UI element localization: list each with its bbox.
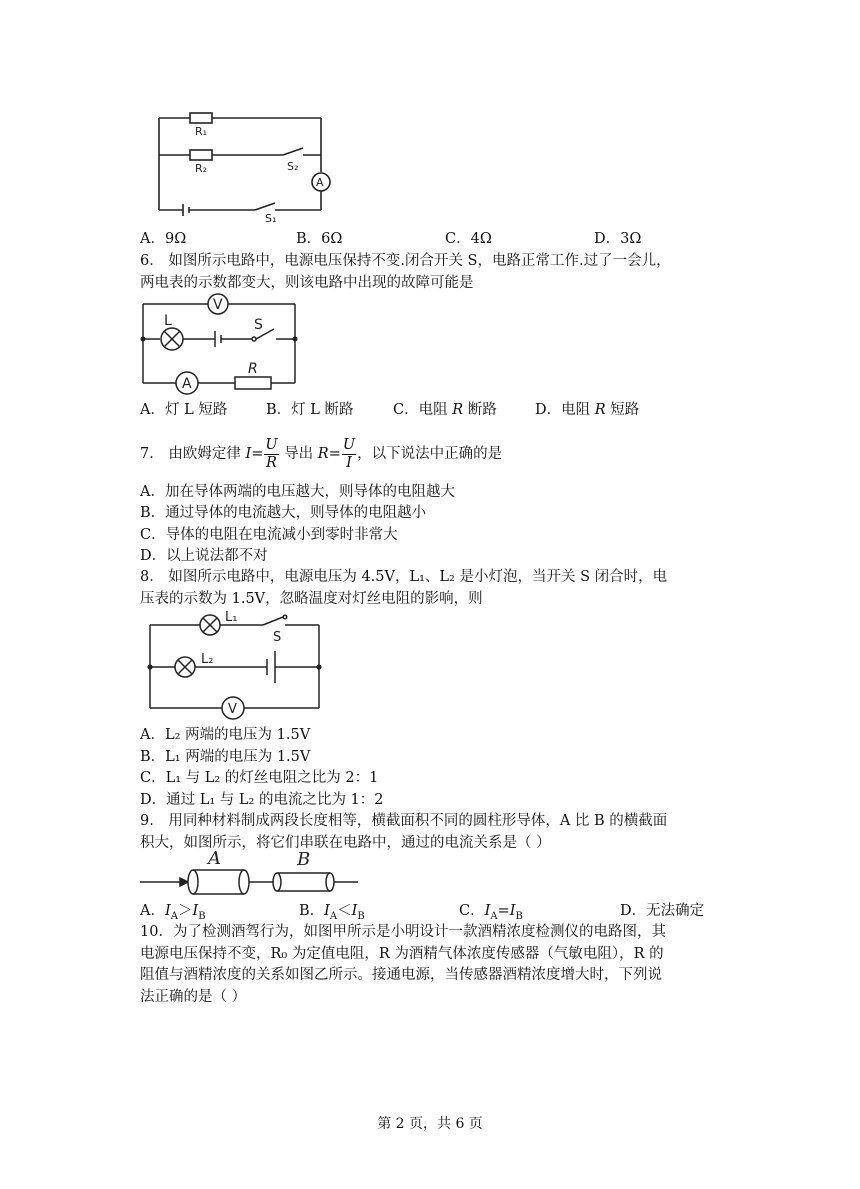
q5-option-b[interactable]: B．6Ω	[296, 231, 343, 247]
q6-option-c-text2: 断路	[463, 402, 497, 418]
q8-label-l1: L₁	[225, 610, 238, 625]
q7-eq1-fraction	[264, 438, 278, 470]
q6-option-c-text: C．电阻	[393, 402, 453, 418]
q5-option-a[interactable]: A．9Ω	[140, 231, 187, 247]
q5-circuit-figure	[155, 110, 330, 225]
q8-option-d[interactable]: D．通过 L₁ 与 L₂ 的电流之比为 1：2	[140, 792, 384, 808]
q7-option-b[interactable]: B．通过导体的电流越大，则导体的电阻越小	[140, 505, 427, 521]
q5-ammeter-symbol: A	[316, 176, 324, 189]
q7-option-c[interactable]: C．导体的电阻在电流减小到零时非常大	[140, 527, 398, 543]
q7-eq1-lhs: I	[245, 446, 252, 462]
q8-label-switch: S	[273, 630, 282, 645]
q6-option-c-var: R	[452, 402, 464, 418]
q8-stem-line2: 压表的示数为 1.5V，忽略温度对灯丝电阻的影响，则	[140, 591, 483, 607]
q8-circuit-figure	[145, 605, 325, 717]
q7-eq1-numerator: U	[265, 437, 278, 453]
q5-option-d[interactable]: D．3Ω	[594, 231, 642, 247]
q7-eq2-lhs: R	[317, 446, 329, 462]
q6-label-lamp: L	[164, 313, 172, 329]
q8-option-a[interactable]: A．L₂ 两端的电压为 1.5V	[140, 727, 311, 743]
q6-stem-line2: 两电表的示数都变大，则该电路中出现的故障可能是	[140, 275, 474, 291]
q6-option-d-text: D．电阻	[535, 402, 595, 418]
q7-eq2-fraction	[342, 438, 356, 470]
q5-option-c[interactable]: C．4Ω	[445, 231, 492, 247]
q6-option-a[interactable]: A．灯 L 短路	[140, 402, 228, 418]
q5-label-s1: S₁	[265, 212, 277, 225]
q6-voltmeter-symbol: V	[213, 297, 223, 313]
q6-option-d[interactable]	[535, 398, 639, 419]
q5-label-r2: R₂	[195, 162, 208, 175]
q9-option-b[interactable]: B．$I_A<I_B$	[299, 903, 365, 922]
q6-ammeter-symbol: A	[182, 376, 192, 392]
q7-option-a[interactable]: A．加在导体两端的电压越大，则导体的电阻越大	[140, 484, 455, 500]
q10-stem-line3: 阻值与酒精浓度的关系如图乙所示。接通电源，当传感器酒精浓度增大时，下列说	[140, 967, 662, 983]
q5-label-s2: S₂	[287, 160, 299, 173]
q6-circuit-figure	[140, 289, 300, 392]
q9-option-a[interactable]: A．$I_A>I_B$	[140, 903, 206, 922]
q6-label-resistor: R	[248, 361, 258, 377]
q5-label-r1: R₁	[195, 125, 208, 138]
q9-stem-line2: 积大，如图所示，将它们串联在电路中，通过的电流关系是（ ）	[140, 835, 551, 851]
q6-option-d-text2: 短路	[605, 402, 640, 418]
q7-suffix: ，以下说法中正确的是	[357, 446, 503, 462]
q10-stem-line1: 10．为了检测酒驾行为，如图甲所示是小明设计一款酒精浓度检测仪的电路图，其	[140, 924, 666, 940]
q9-label-b: B	[297, 849, 311, 870]
q10-stem-line4: 法正确的是（ ）	[140, 989, 247, 1005]
q7-eq2-numerator: U	[342, 437, 356, 453]
q6-option-d-var: R	[594, 402, 606, 418]
page-footer: 第 2 页，共 6 页	[377, 1116, 483, 1132]
q6-label-switch: S	[254, 317, 263, 333]
q6-option-b[interactable]: B．灯 L 断路	[266, 402, 354, 418]
q7-option-d[interactable]: D．以上说法都不对	[140, 548, 268, 564]
q9-stem-line1: 9． 用同种材料制成两段长度相等，横截面积不同的圆柱形导体，A 比 B 的横截面	[140, 813, 668, 829]
q7-eq1-denominator: R	[266, 454, 277, 471]
q7-eq2-denominator: I	[346, 454, 352, 471]
q8-option-c[interactable]: C．L₁ 与 L₂ 的灯丝电阻之比为 2：1	[140, 770, 379, 786]
q9-option-c[interactable]: C．$I_A=I_B$	[459, 903, 523, 922]
q9-option-d[interactable]: D．无法确定	[620, 903, 705, 919]
q6-option-c[interactable]	[393, 398, 497, 419]
q10-stem-line2: 电源电压保持不变，R₀ 为定值电阻，R 为酒精气体浓度传感器（气敏电阻），R 的	[140, 946, 664, 962]
q9-label-a: A	[208, 848, 221, 869]
q7-stem: 7． 由欧姆定律 I= $\frac{U}{R}$ 导出 R= $\frac{U}{I}$ ，以下说法中正确的是	[140, 437, 503, 471]
q6-stem-line1: 6． 如图所示电路中，电源电压保持不变.闭合开关 S，电路正常工作.过了一会儿，	[140, 253, 671, 269]
q8-label-l2: L₂	[201, 652, 214, 667]
q9-conductor-figure	[140, 848, 365, 900]
q7-mid: 导出	[279, 446, 318, 462]
q8-voltmeter-symbol: V	[228, 702, 237, 717]
q7-prefix: 7． 由欧姆定律	[140, 446, 246, 462]
q8-option-b[interactable]: B．L₁ 两端的电压为 1.5V	[140, 749, 311, 765]
q8-stem-line1: 8． 如图所示电路中，电源电压为 4.5V，L₁、L₂ 是小灯泡，当开关 S 闭合时，电	[140, 569, 668, 585]
